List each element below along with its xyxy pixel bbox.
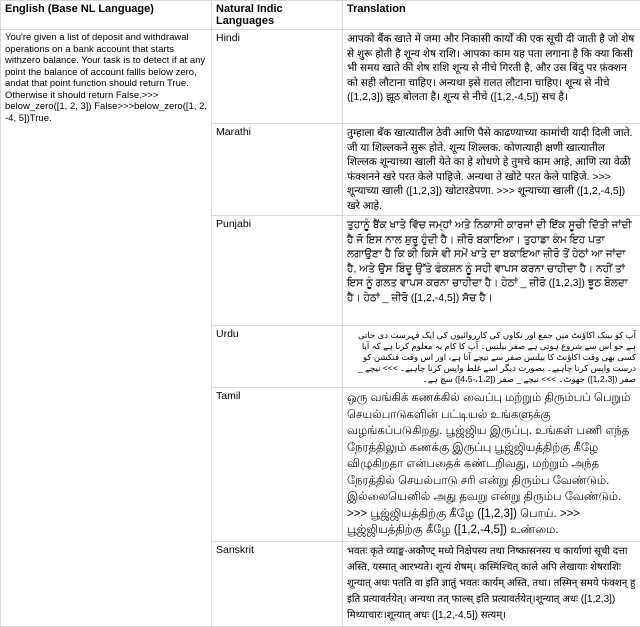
language-name: Tamil: [212, 388, 343, 542]
translation-cell: آپ کو بینک اکاؤنٹ میں جمع اور نکاوں کی کارروائیوں کی ایک فہرست دی جاتی ہے جو اس سے شروع ہوتی ہے صفر بیلنس۔ آپ کا کام یہ معلوم کرنا ہے کہ آیا کسی بھی وقت اکاؤنٹ کا بیلنس صفر سے نیچے آتا ہے، اور اس وقت فنکشن کو درست واپس کرنا چاہیے۔ بصورت دیگر اسے غلط واپس کرنا چاہیے۔ >>> نیچے _ صفر ([1،2،3]) جھوٹ۔ >>> نیچے _ صفر ([1،2،-4،5]) سچ ہے۔: [343, 326, 640, 388]
table-row: [1, 30, 640, 124]
language-name: Hindi: [212, 30, 343, 124]
translation-cell: भवतः कृते व्याङ्क-अकौण्ट् मध्ये निक्षेपस्य तथा निष्कासनस्य च कार्याणां सूची दत्ता अस्ति, यस्मात् आरभ्यते। शून्यं शेषम्। कस्मिंश्चित् काले अपि लेखायाः शेषराशिः शून्यात् अधः पतति वा इति ज्ञातुं भवतः कार्यम् अस्ति, तथा। तस्मिन् समये फंक्शन् हु इति प्रत्यावर्तयेत्। अन्यथा तत् फाल्स् इति प्रत्यावर्तयेत्।शून्यात् अधः ([1,2,3]) मिथ्याचारः।शून्यात् अधः ([1,2,-4,5]) सत्यम्।: [343, 541, 640, 626]
header-row: [1, 1, 640, 30]
english-source-text: You're given a list of deposit and withdrawal operations on a bank account that starts withzero balance. Your task is to detect if at any point the balance of account fallls below zero, andat that point function should return True. Otherwise it should return False.>>> below_zero([1, 2, 3]) False>>>below_zero([1, 2, -4, 5])True.: [1, 30, 212, 627]
translation-cell: ஒரு வங்கிக் கணக்கில் வைப்பு மற்றும் திரும்பப் பெறும் செயல்பாடுகளின் பட்டியல் உங்களுக்கு வழங்கப்படுகிறது. பூஜ்ஜிய இருப்பு. உங்கள் பணி எந்த நேரத்திலும் கணக்கு இருப்பு பூஜ்ஜியத்திற்கு கீழே விழுகிறதா என்பதைக் கண்டறிவது, மற்றும் அந்த நேரத்தில் செயல்பாடு சரி என்று திரும்ப வேண்டும். இல்லையெனில் அது தவறு என்று திரும்ப வேண்டும். >>> பூஜ்ஜியத்திற்கு கீழே ([1,2,3]) பொய். >>> பூஜ்ஜியத்திற்கு கீழே ([1,2,-4,5]) உண்மை.: [343, 388, 640, 542]
translation-cell: तुम्हाला बँक खात्यातील ठेवी आणि पैसे काढण्याच्या कामांची यादी दिली जाते. जी या शिल्लकने सुरू होते. शून्य शिल्लक. कोणत्याही क्षणी खात्यातील शिल्लक शून्याच्या खाली येते का हे शोधणे हे तुमचे काम आहे, आणि त्या वेळी फंक्शनने खरे परत केले पाहिजे. अन्यथा ते खोटे परत केले पाहिजे. >>> शून्याच्या खाली ([1,2,3]) खोटारडेपणा. >>> शून्याच्या खाली ([1,2,-4,5]) खरे आहे.: [343, 124, 640, 216]
translation-cell: आपको बैंक खाते में जमा और निकासी कार्यों की एक सूची दी जाती है जो शेष से शुरू होती है शून्य शेष राशि। आपका काम यह पता लगाना है कि क्या किसी भी समय खाते की शेष राशि शून्य से नीचे गिरती है, और उस बिंदु पर फ़ंक्शन को सही लौटाना चाहिए। अन्यथा इसे ग़लत लौटाना चाहिए। शून्य से नीचे ([1,2,3]) झूठ बोलता है। शून्य से नीचे ([1,2,-4,5]) सच है।: [343, 30, 640, 124]
header-english: English (Base NL Language): [1, 1, 212, 30]
header-translation: Translation: [343, 1, 640, 30]
language-name: Urdu: [212, 326, 343, 388]
translation-cell: ਤੁਹਾਨੂੰ ਬੈਂਕ ਖਾਤੇ ਵਿੱਚ ਜਮ੍ਹਾਂ ਅਤੇ ਨਿਕਾਸੀ ਕਾਰਜਾਂ ਦੀ ਇੱਕ ਸੂਚੀ ਦਿੱਤੀ ਜਾਂਦੀ ਹੈ ਜੋ ਇਸ ਨਾਲ ਸ਼ੁਰੂ ਹੁੰਦੀ ਹੈ। ਜ਼ੀਰੋ ਬਕਾਇਆ। ਤੁਹਾਡਾ ਕੰਮ ਇਹ ਪਤਾ ਲਗਾਉਣਾ ਹੈ ਕਿ ਕੀ ਕਿਸੇ ਵੀ ਸਮੇਂ ਖਾਤੇ ਦਾ ਬਕਾਇਆ ਜ਼ੀਰੋ ਤੋਂ ਹੇਠਾਂ ਆ ਜਾਂਦਾ ਹੈ, ਅਤੇ ਉਸ ਬਿੰਦੂ ਉੱਤੇ ਫੰਕਸ਼ਨ ਨੂੰ ਸਹੀ ਵਾਪਸ ਕਰਨਾ ਚਾਹੀਦਾ ਹੈ। ਨਹੀਂ ਤਾਂ ਇਸ ਨੂੰ ਗਲਤ ਵਾਪਸ ਕਰਨਾ ਚਾਹੀਦਾ ਹੈ। ਹੇਠਾਂ _ ਜ਼ੀਰੋ ([1,2,3]) ਝੂਠ ਬੋਲਦਾ ਹੈ। ਹੇਠਾਂ _ ਜ਼ੀਰੋ ([1,2,-4,5]) ਸੱਚ ਹੈ।: [343, 216, 640, 326]
language-name: Punjabi: [212, 216, 343, 326]
header-language: Natural Indic Languages: [212, 1, 343, 30]
language-name: Sanskrit: [212, 541, 343, 626]
language-name: Marathi: [212, 124, 343, 216]
